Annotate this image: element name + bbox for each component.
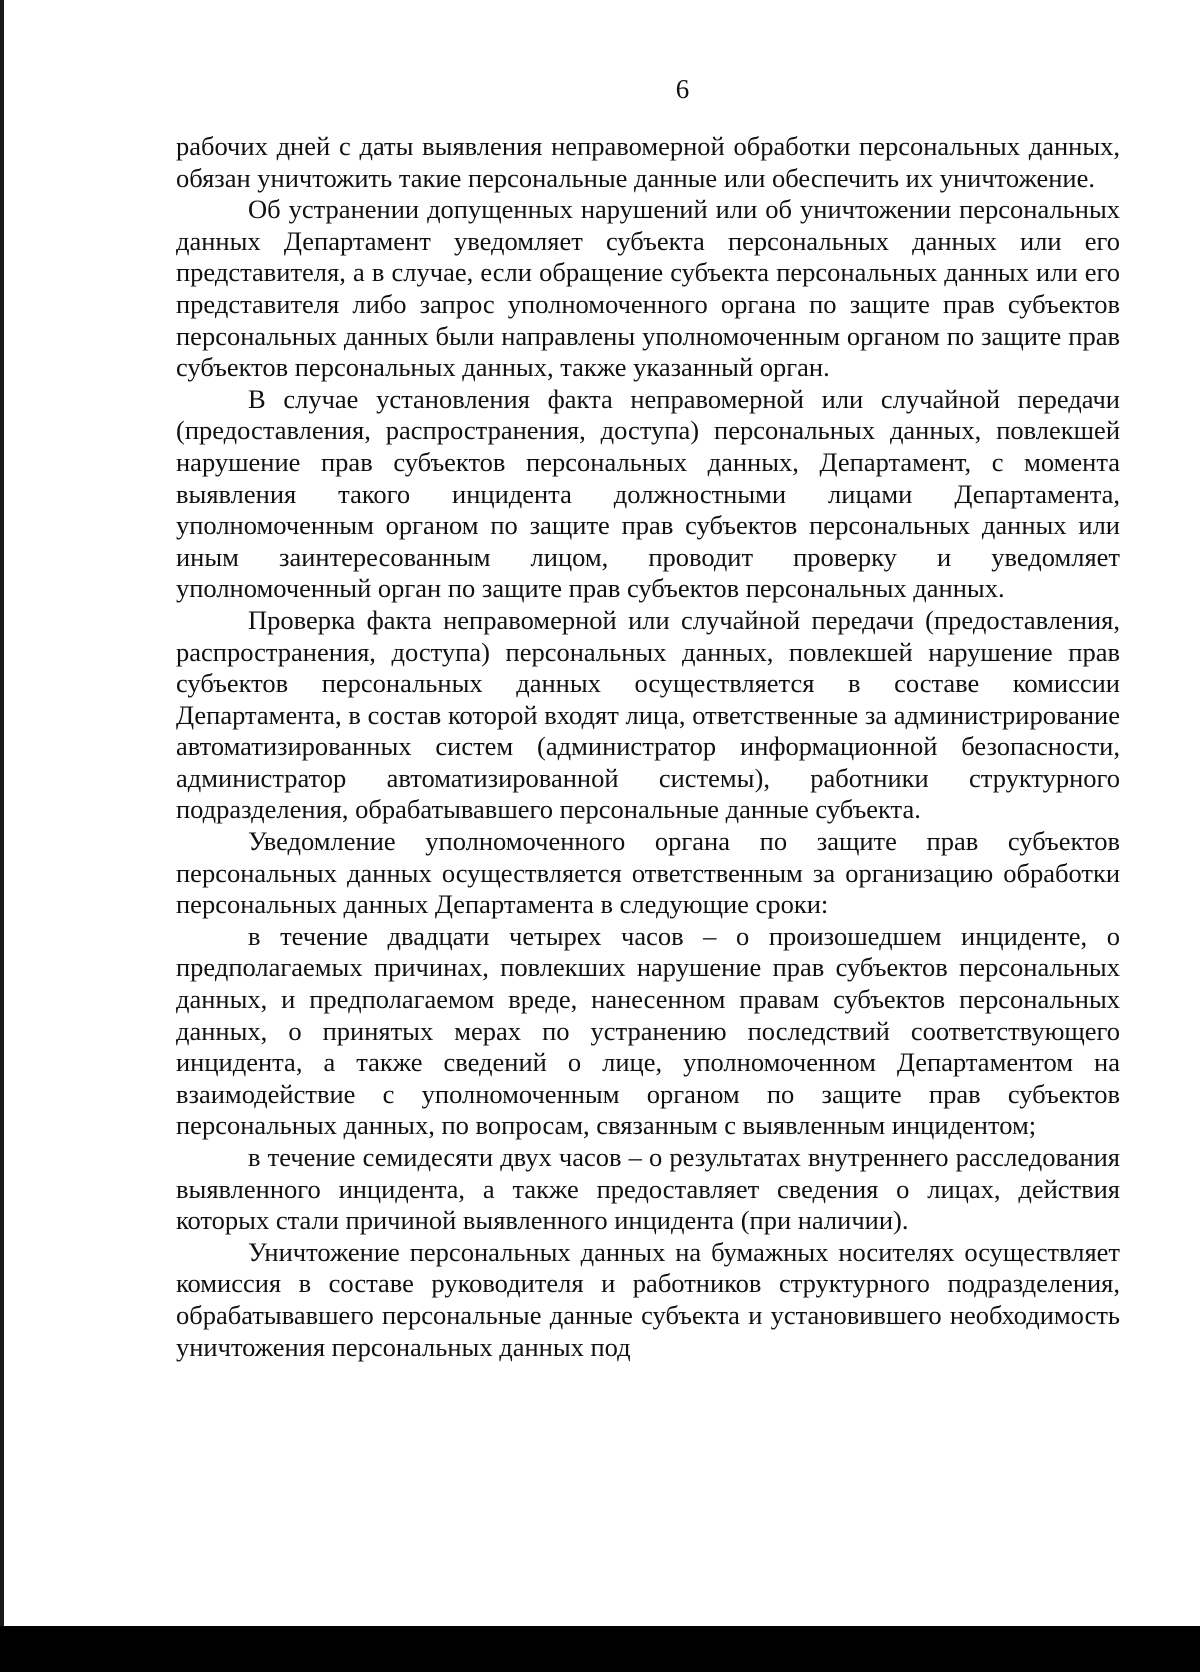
paragraph: В случае установления факта неправомерной или случайной передачи (предоставления, распространения, доступа) персональных данных, повлекшей нарушение прав субъектов персональных данных, Департамент, с момента выявления такого инцидента должностными лицами Департамента, уполномоченным органом по защите прав субъектов персональных данных или иным заинтересованным лицом, проводит проверку и уведомляет уполномоченный орган по защите прав субъектов персональных данных. xyxy=(176,383,1120,604)
document-body xyxy=(176,131,1120,1363)
paragraph: рабочих дней с даты выявления неправомерной обработки персональных данных, обязан уничтожить такие персональные данные или обеспечить их уничтожение. xyxy=(176,131,1120,193)
paragraph: Уничтожение персональных данных на бумажных носителях осуществляет комиссия в составе руководителя и работников структурного подразделения, обрабатывавшего персональные данные субъекта и установившего необходимость уничтожения персональных данных под xyxy=(176,1236,1120,1362)
paragraph: в течение семидесяти двух часов – о результатах внутреннего расследования выявленного инцидента, а также предоставляет сведения о лицах, действия которых стали причиной выявленного инцидента (при наличии). xyxy=(176,1142,1120,1236)
page-number: 6 xyxy=(675,74,690,104)
paragraph: Проверка факта неправомерной или случайной передачи (предоставления, распространения, доступа) персональных данных, повлекшей нарушение прав субъектов персональных данных осуществляется в составе комиссии Департамента, в состав которой входят лица, ответственные за администрирование автоматизированных систем (администратор информационной безопасности, администратор автоматизированной системы), работники структурного подразделения, обрабатывавшего персональные данные субъекта. xyxy=(176,604,1120,825)
scan-edge-left xyxy=(0,0,4,1672)
paragraph: Уведомление уполномоченного органа по защите прав субъектов персональных данных осуществляется ответственным за организацию обработки персональных данных Департамента в следующие сроки: xyxy=(176,826,1120,920)
paragraph: в течение двадцати четырех часов – о произошедшем инциденте, о предполагаемых причинах, повлекших нарушение прав субъектов персональных данных, и предполагаемом вреде, нанесенном правам субъектов персональных данных, о принятых мерах по устранению последствий соответствующего инцидента, а также сведений о лице, уполномоченном Департаментом на взаимодействие с уполномоченным органом по защите прав субъектов персональных данных, по вопросам, связанным с выявленным инцидентом; xyxy=(176,920,1120,1141)
paragraph: Об устранении допущенных нарушений или об уничтожении персональных данных Департамент уведомляет субъекта персональных данных или его представителя, а в случае, если обращение субъекта персональных данных или его представителя либо запрос уполномоченного органа по защите прав субъектов персональных данных были направлены уполномоченным органом по защите прав субъектов персональных данных, также указанный орган. xyxy=(176,194,1120,383)
scan-edge-bottom xyxy=(0,1626,1200,1672)
